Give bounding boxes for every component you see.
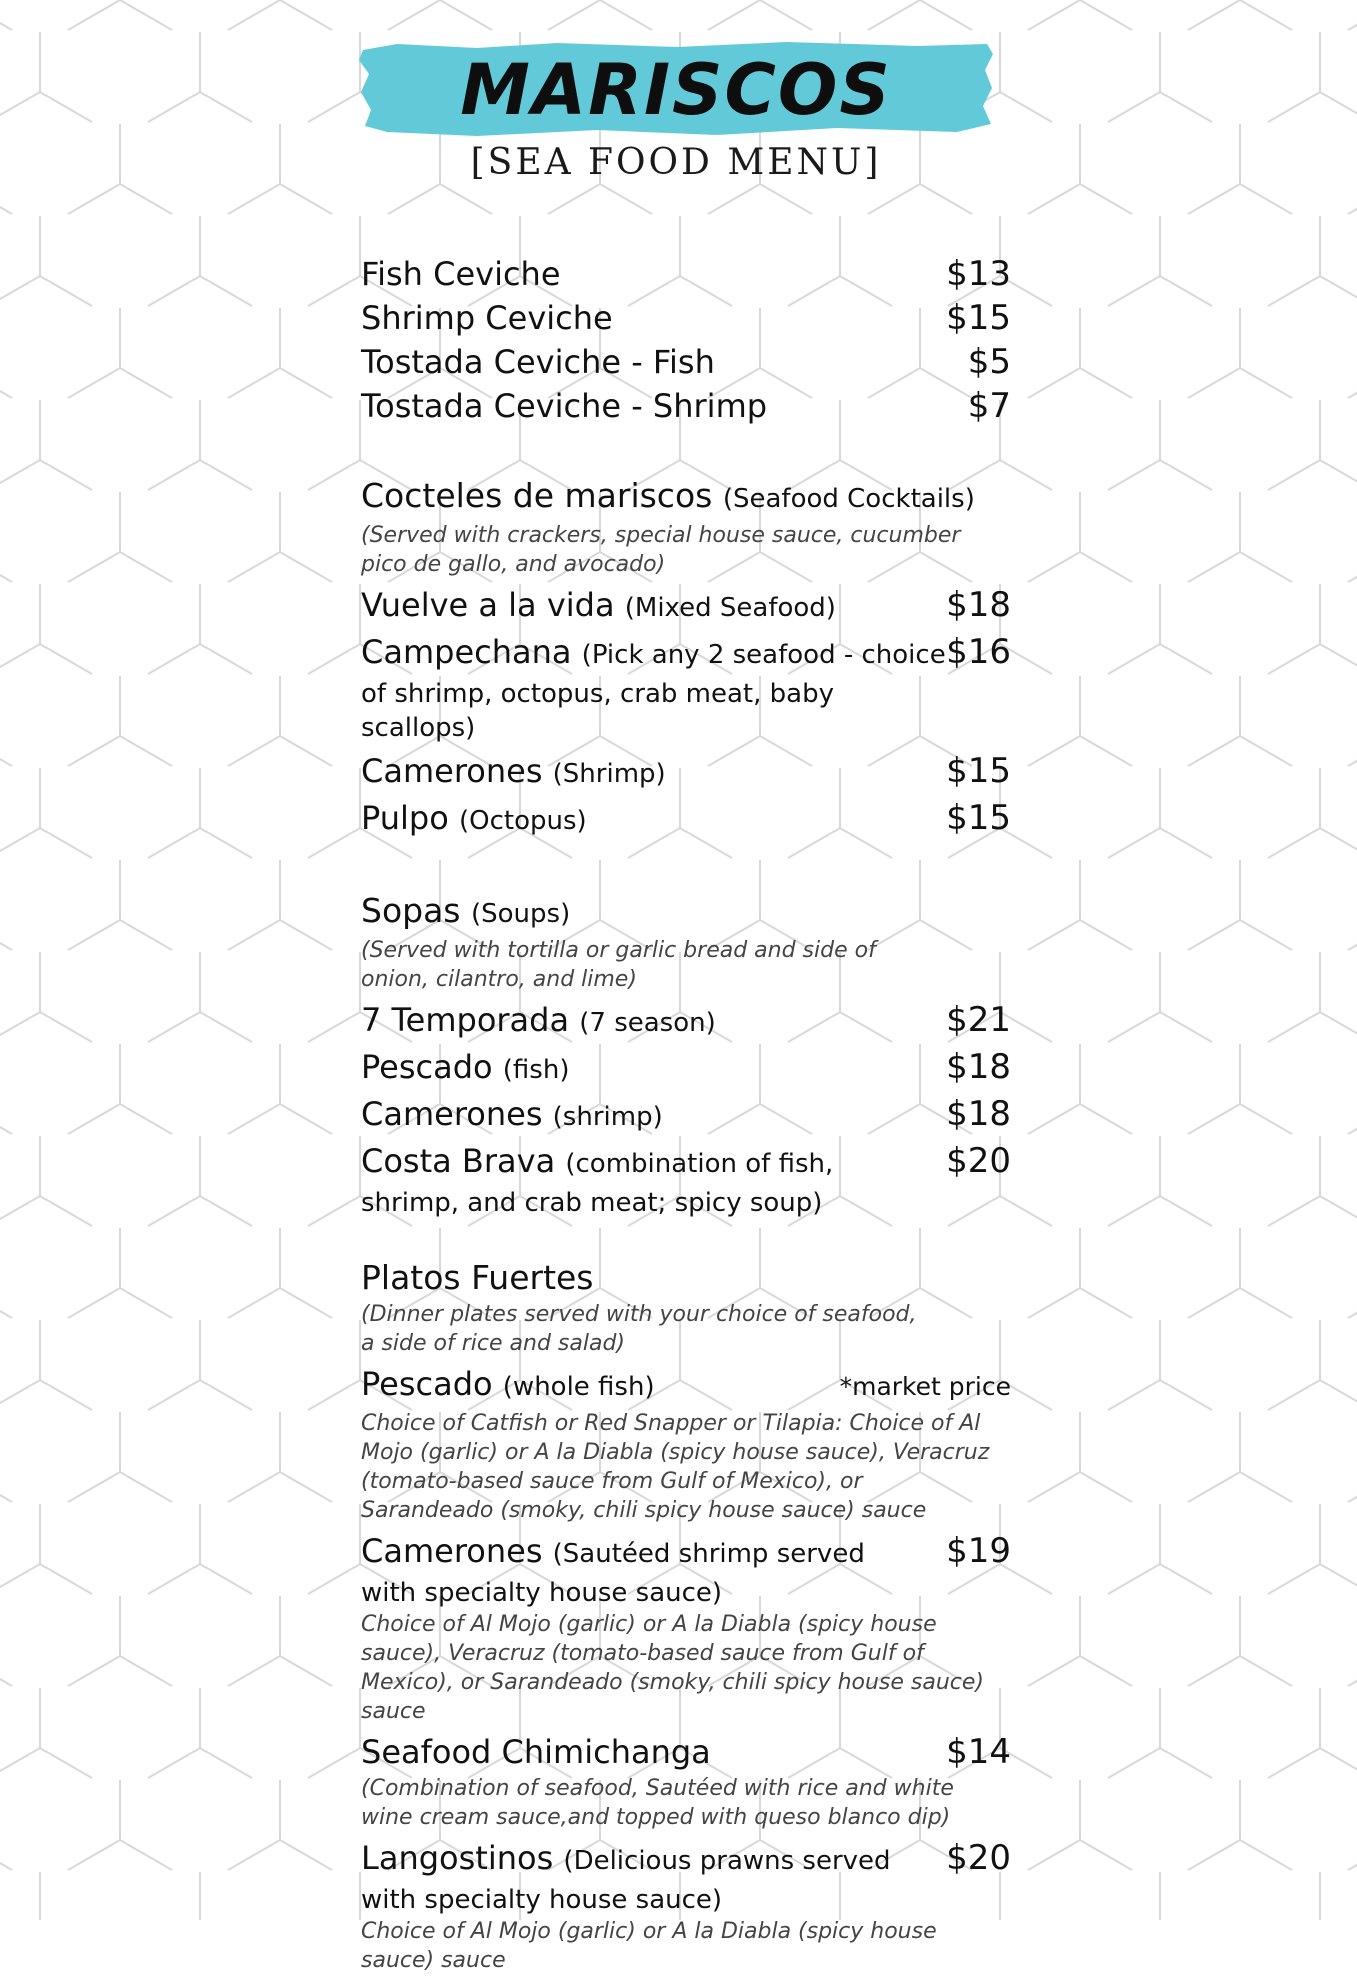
cocteles-section <box>361 474 1011 843</box>
section-heading: Platos Fuertes <box>361 1258 594 1297</box>
menu-item: Pescado (fish) $18 <box>361 1047 1011 1087</box>
item-price: $7 <box>967 386 1011 426</box>
menu-item: Costa Brava (combination of fish, shrimp, and crab meat; spicy soup) $20 <box>361 1141 1011 1218</box>
item-name: Tostada Ceviche - Fish <box>361 343 715 381</box>
item-description: Choice of Al Mojo (garlic) or A la Diabla (spicy house sauce), Veracruz (tomato-based sauce from Gulf of Mexico), or Sarandeado (smoky, chili spicy house sauce) sauce <box>361 1612 985 1724</box>
menu-item: Pulpo (Octopus) $15 <box>361 798 1011 838</box>
menu-item: Camerones (shrimp) $18 <box>361 1094 1011 1134</box>
section-description: (Dinner plates served with your choice of seafood, a side of rice and salad) <box>361 1302 917 1356</box>
menu-item <box>361 252 1011 296</box>
menu-item: Camerones (Shrimp) $15 <box>361 751 1011 791</box>
ceviche-section <box>361 252 1011 428</box>
menu <box>361 252 1011 1979</box>
item-name: Tostada Ceviche - Shrimp <box>361 387 768 425</box>
menu-item: 7 Temporada (7 season) $21 <box>361 1000 1011 1040</box>
platos-section <box>361 1256 1011 1975</box>
item-name: Fish Ceviche <box>361 255 561 293</box>
section-heading: Cocteles de mariscos (Seafood Cocktails) <box>361 476 975 515</box>
menu-item <box>361 384 1011 428</box>
item-description: Choice of Al Mojo (garlic) or A la Diabla (spicy house sauce) sauce <box>361 1919 937 1973</box>
page-subtitle: [SEA FOOD MENU] <box>470 142 882 183</box>
item-price: $13 <box>946 254 1011 294</box>
page-title: MARISCOS <box>460 49 892 131</box>
menu-item: Camerones (Sautéed shrimp served with specialty house sauce) $19 <box>361 1531 1011 1608</box>
section-heading: Sopas (Soups) <box>361 891 571 930</box>
item-description: (Combination of seafood, Sautéed with rice and white wine cream sauce,and topped with queso blanco dip) <box>361 1776 954 1830</box>
item-name: Shrimp Ceviche <box>361 299 613 337</box>
menu-item: Seafood Chimichanga $14 <box>361 1732 1011 1772</box>
sopas-section <box>361 889 1011 1220</box>
section-description: (Served with tortilla or garlic bread and side of onion, cilantro, and lime) <box>361 938 876 992</box>
menu-item: Langostinos (Delicious prawns served with specialty house sauce) $20 <box>361 1838 1011 1915</box>
item-price: $5 <box>967 342 1011 382</box>
item-description: Choice of Catfish or Red Snapper or Tilapia: Choice of Al Mojo (garlic) or A la Diabla (spicy house sauce), Veracruz (tomato-based sauce from Gulf of Mexico), or Sarandeado (smoky, chili spicy house sauce) sauce <box>361 1411 990 1523</box>
item-price: $15 <box>946 298 1011 338</box>
title-banner <box>357 40 995 140</box>
menu-item <box>361 340 1011 384</box>
menu-item <box>361 296 1011 340</box>
menu-item: Pescado (whole fish) *market price <box>361 1365 1011 1403</box>
menu-item: Campechana (Pick any 2 seafood - choice of shrimp, octopus, crab meat, baby scallops) $16 <box>361 632 1011 743</box>
menu-item: Vuelve a la vida (Mixed Seafood) $18 <box>361 585 1011 625</box>
section-description: (Served with crackers, special house sauce, cucumber pico de gallo, and avocado) <box>361 523 961 577</box>
